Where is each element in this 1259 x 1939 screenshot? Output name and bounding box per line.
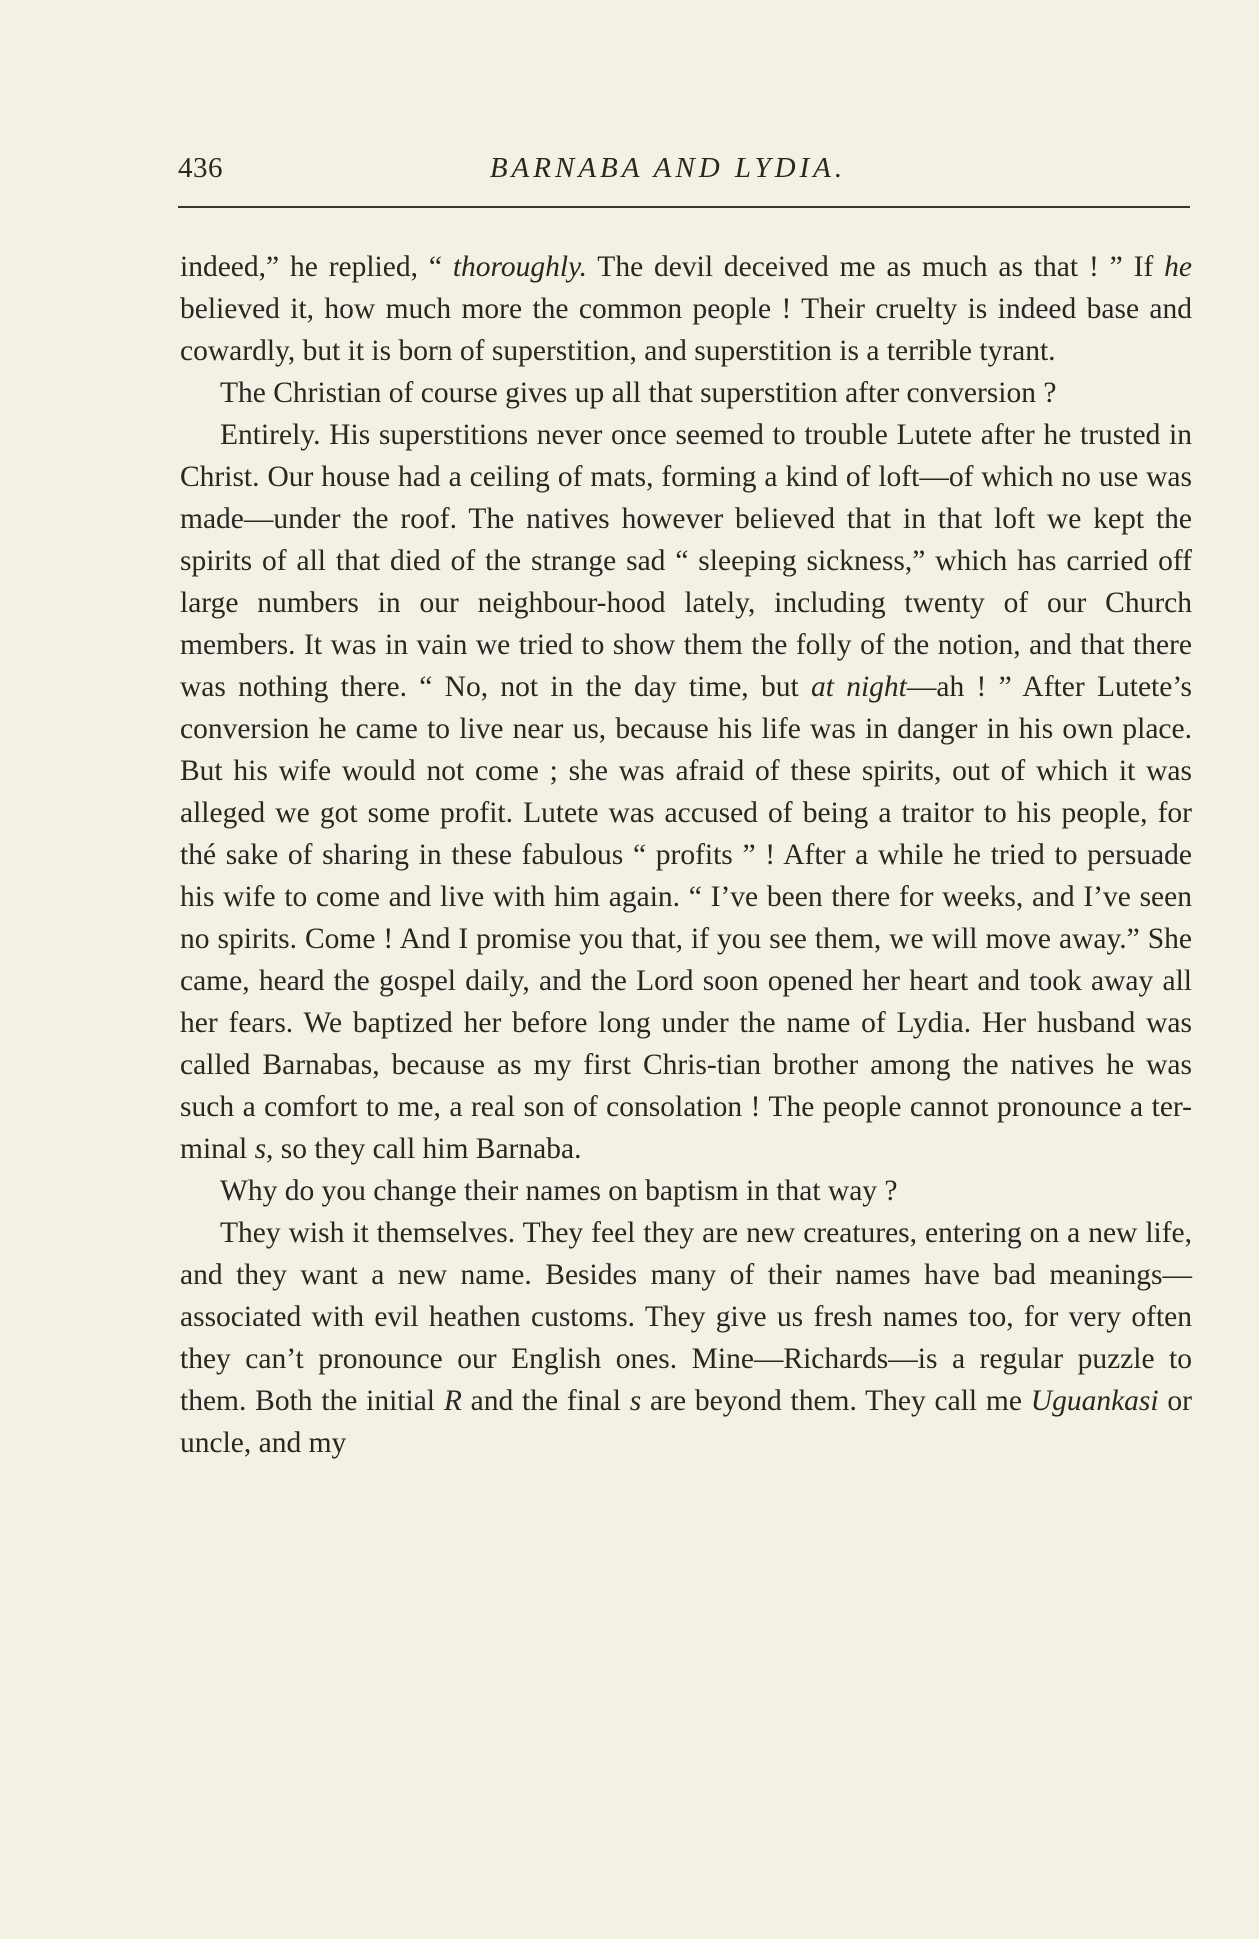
text-run: indeed,” he replied, “ xyxy=(180,251,453,283)
paragraph xyxy=(180,1170,1192,1212)
italic-run: R xyxy=(443,1385,462,1417)
text-run: The Christian of course gives up all that superstition after conversion ? xyxy=(220,377,1057,409)
running-title: BARNABA AND LYDIA. xyxy=(489,152,847,184)
page-header xyxy=(168,152,1168,198)
text-run: , so they call him Barnaba. xyxy=(266,1133,582,1165)
text-run: Why do you change their names on baptism in that way ? xyxy=(220,1175,898,1207)
italic-run: s xyxy=(254,1133,267,1165)
italic-run: at night xyxy=(810,671,907,703)
text-run: They wish it themselves. They feel they are new creatures, entering on a new life, and they want a new name. Besides many of their names have bad meanings—associated with evil heathen customs. They give us fresh names too, for very often they can’t pronounce our English ones. Mine—Richards—is a regular puzzle to them. Both the initial xyxy=(180,1217,1192,1417)
text-run: —ah ! ” After Lutete’s conversion he came to live near us, because his life was in danger in his own place. But his wife would not come ; she was afraid of these spirits, out of which it was alleged we got some profit. Lutete was accused of being a traitor to his people, for thé sake of sharing in these fabulous “ profits ” ! After a while he tried to persuade his wife to come and live with him again. “ I’ve been there for weeks, and I’ve seen no spirits. Come ! And I promise you that, if you see them, we will move away.” She came, heard the gospel daily, and the Lord soon opened her heart and took away all her fears. We baptized her before long under the name of Lydia. Her husband was called Barnabas, because as my first Chris-tian brother among the natives he was such a comfort to me, a real son of consolation ! The people cannot pronounce a ter-minal xyxy=(180,671,1193,1165)
paragraph xyxy=(180,246,1192,372)
body-text xyxy=(180,246,1192,1464)
page-number: 436 xyxy=(178,152,223,184)
text-run: believed it, how much more the common people ! Their cruelty is indeed base and cowardly, but it is born of superstition, and superstition is a terrible tyrant. xyxy=(180,293,1192,367)
italic-run: Uguankasi xyxy=(1030,1385,1159,1417)
paragraph xyxy=(180,414,1192,1170)
italic-run: thoroughly. xyxy=(452,251,587,283)
text-run: are beyond them. They call me xyxy=(641,1385,1031,1417)
text-run: Entirely. His superstitions never once seemed to trouble Lutete after he trusted in Christ. Our house had a ceiling of mats, forming a kind of loft—of which no use was made—under the roof. The natives however believed that in that loft we kept the spirits of all that died of the strange sad “ sleeping sickness,” which has carried off large numbers in our neighbour-hood lately, including twenty of our Church members. It was in vain we tried to show them the folly of the notion, and that there was nothing there. “ No, not in the day time, but xyxy=(180,419,1192,703)
text-run: The devil deceived me as much as that ! ” If xyxy=(586,251,1165,283)
paragraph xyxy=(180,1212,1192,1464)
text-run: and the final xyxy=(461,1385,630,1417)
text-run: or uncle, and my xyxy=(180,1385,1192,1459)
header-rule xyxy=(178,206,1190,208)
paragraph xyxy=(180,372,1192,414)
italic-run: he xyxy=(1164,251,1192,283)
italic-run: s xyxy=(629,1385,642,1417)
